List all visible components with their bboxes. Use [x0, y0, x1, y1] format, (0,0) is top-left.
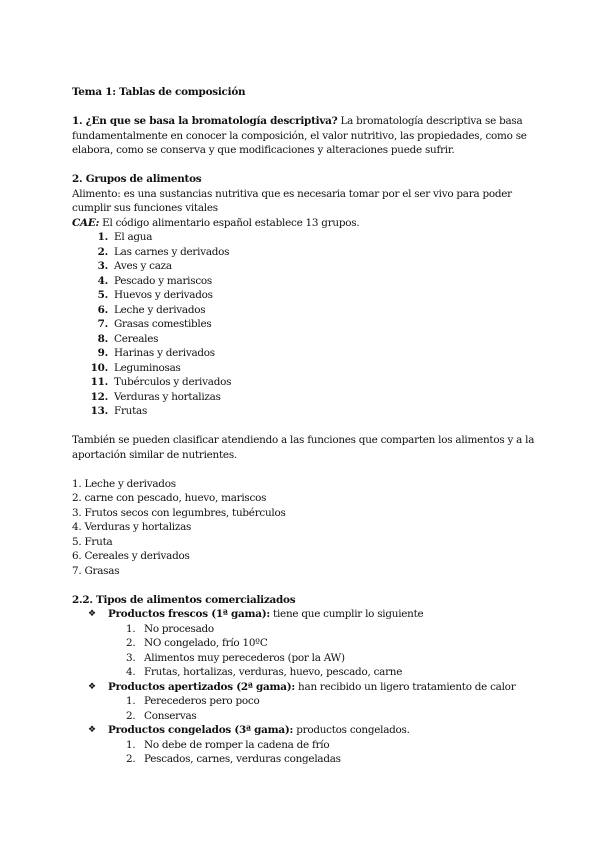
list-label: Pescados, carnes, verduras congeladas: [144, 753, 341, 765]
list-item: [72, 346, 542, 361]
also-line1: También se pueden clasificar atendiendo a las funciones que comparten los alimentos y a la: [72, 434, 535, 446]
food-groups-list: [72, 230, 542, 419]
section1-line3: elabora, como se conserva y que modificaciones y alteraciones puede sufrir.: [72, 144, 455, 156]
bullet-title: Productos frescos (1ª gama):: [108, 608, 270, 620]
list-item: 4. Verduras y hortalizas: [72, 521, 192, 533]
document-page: [72, 85, 542, 767]
diamond-bullet-icon: ❖: [88, 681, 96, 692]
list-item: 5. Fruta: [72, 535, 113, 548]
list-item: [72, 245, 542, 260]
section1-heading: 1. ¿En que se basa la bromatología descriptiva?: [72, 115, 338, 127]
list-number: 5.: [97, 289, 108, 301]
list-number: 7.: [97, 318, 108, 330]
bullet-title: Productos congelados (3ª gama):: [108, 724, 294, 736]
list-number: 4.: [97, 274, 108, 287]
list-number: 9.: [97, 347, 108, 359]
list-number: 11.: [90, 376, 108, 388]
list-item: [72, 230, 542, 245]
list-label: Cereales: [114, 332, 159, 345]
bullet-item: [72, 723, 542, 738]
list-item: 6. Cereales y derivados: [72, 550, 190, 562]
list-item: 2. carne con pescado, huevo, mariscos: [72, 492, 267, 504]
list-label: Leguminosas: [114, 361, 181, 374]
list-label: Grasas comestibles: [114, 318, 212, 330]
sub-list-item: [72, 752, 542, 767]
list-number: 1.: [97, 231, 108, 243]
definition-line2: cumplir sus funciones vitales: [72, 202, 218, 214]
list-item: 7. Grasas: [72, 564, 120, 577]
bullet-desc: han recibido un ligero tratamiento de calor: [295, 680, 516, 693]
list-item: [72, 390, 542, 405]
list-label: Frutas, hortalizas, verduras, huevo, pescado, carne: [144, 666, 403, 678]
list-item: [72, 274, 542, 289]
sub-list-item: [72, 665, 542, 680]
functional-groups-list: [72, 477, 542, 579]
sub-list-item: [72, 651, 542, 666]
diamond-bullet-icon: ❖: [88, 609, 96, 619]
list-number: 12.: [90, 390, 108, 403]
list-number: 1.: [126, 695, 136, 707]
cae-line: CAE: El código alimentario español establece 13 grupos.: [72, 216, 360, 229]
list-number: 1.: [126, 622, 136, 635]
list-label: Aves y caza: [114, 260, 172, 272]
section1-line2: fundamentalmente en conocer la composición, el valor nutritivo, las propiedades, como se: [72, 129, 527, 142]
list-label: Leche y derivados: [114, 303, 206, 316]
section2-heading: 2. Grupos de alimentos: [72, 173, 202, 185]
also-line2: aportación similar de nutrientes.: [72, 448, 237, 461]
list-number: 3.: [97, 260, 108, 272]
list-number: 4.: [126, 666, 136, 678]
diamond-bullet-icon: ❖: [88, 725, 96, 735]
list-number: 2.: [126, 637, 136, 649]
list-label: Huevos y derivados: [114, 289, 213, 301]
list-label: Conservas: [144, 709, 197, 722]
bullet-item: [72, 607, 542, 622]
list-label: No procesado: [144, 622, 214, 635]
list-label: Tubérculos y derivados: [114, 376, 232, 388]
sub-list-item: [72, 694, 542, 709]
sub-list-item: [72, 709, 542, 724]
list-label: Verduras y hortalizas: [114, 390, 221, 403]
list-item: [72, 317, 542, 332]
sub-list-item: [72, 622, 542, 637]
list-label: Alimentos muy perecederos (por la AW): [144, 651, 345, 664]
list-label: Perecederos pero poco: [144, 695, 260, 707]
list-item: [72, 259, 542, 274]
list-item: [72, 375, 542, 390]
bullet-desc: tiene que cumplir lo siguiente: [270, 608, 424, 620]
list-item: [72, 332, 542, 347]
list-item: [72, 288, 542, 303]
list-number: 10.: [90, 361, 108, 374]
list-label: NO congelado, frío 10ºC: [144, 637, 268, 649]
bullet-title: Productos apertizados (2ª gama):: [108, 680, 295, 693]
list-label: Las carnes y derivados: [114, 245, 230, 258]
sub-list-item: [72, 636, 542, 651]
list-number: 2.: [97, 245, 108, 258]
list-label: No debe de romper la cadena de frío: [144, 738, 330, 751]
list-item: [72, 303, 542, 318]
section22-heading: 2.2. Tipos de alimentos comercializados: [72, 593, 296, 606]
list-item: 1. Leche y derivados: [72, 477, 176, 490]
list-item: [72, 404, 542, 419]
bullet-item: [72, 680, 542, 695]
list-number: 3.: [126, 651, 136, 664]
list-item: 3. Frutos secos con legumbres, tubérculos: [72, 506, 286, 519]
section1-line1: 1. ¿En que se basa la bromatología descriptiva? La bromatología descriptiva se basa: [72, 115, 523, 127]
list-number: 1.: [126, 738, 136, 751]
list-label: Frutas: [114, 405, 148, 417]
list-number: 2.: [126, 709, 136, 722]
list-number: 6.: [97, 303, 108, 316]
list-label: El agua: [114, 231, 153, 243]
list-label: Harinas y derivados: [114, 347, 215, 359]
list-item: [72, 361, 542, 376]
list-number: 2.: [126, 753, 136, 765]
list-number: 8.: [97, 332, 108, 345]
list-number: 13.: [90, 405, 108, 417]
sub-list-item: [72, 738, 542, 753]
bullet-desc: productos congelados.: [293, 724, 410, 736]
list-label: Pescado y mariscos: [114, 274, 212, 287]
definition-line1: Alimento: es una sustancias nutritiva que es necesaria tomar por el ser vivo para poder: [72, 187, 512, 200]
product-types-list: [72, 607, 542, 767]
document-title: Tema 1: Tablas de composición: [72, 86, 246, 98]
